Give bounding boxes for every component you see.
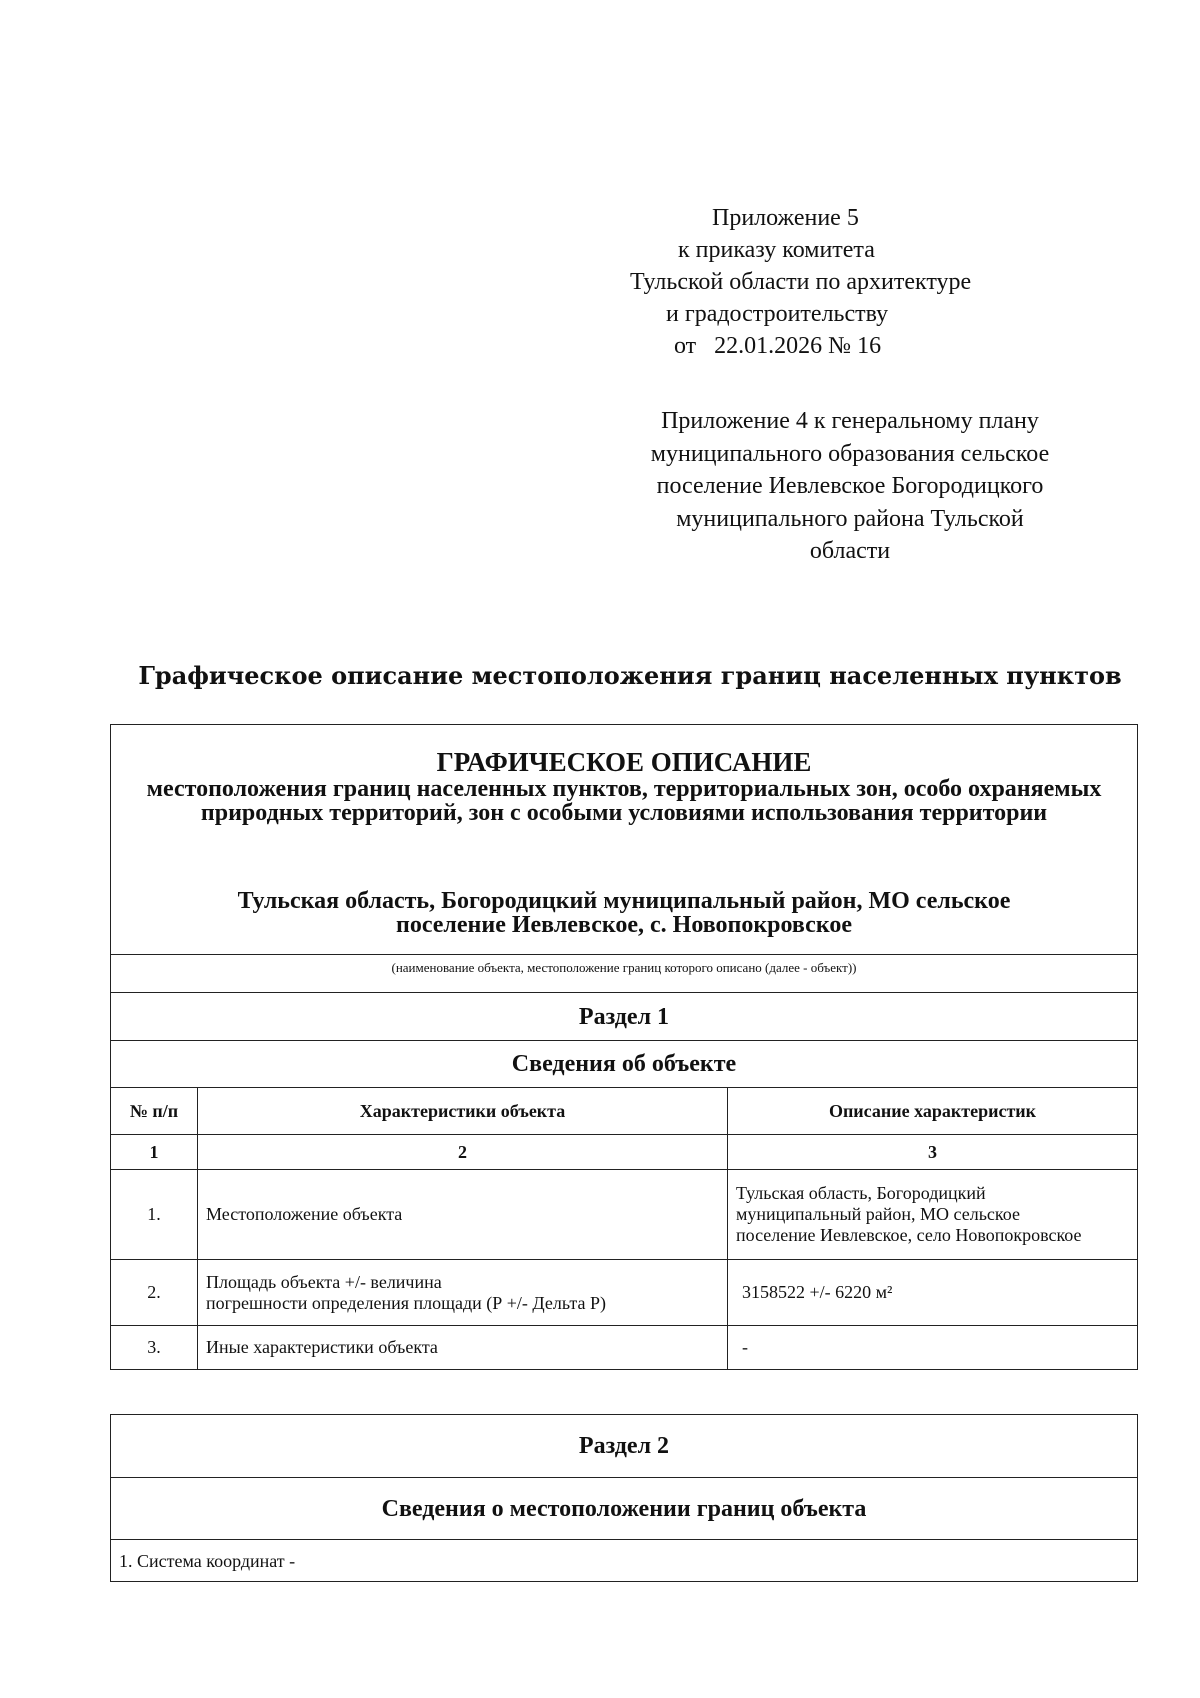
table-row-characteristic: Иные характеристики объекта (206, 1337, 438, 1357)
divider (111, 1040, 1137, 1041)
table-row-characteristic: Местоположение объекта (206, 1204, 403, 1224)
divider (111, 992, 1137, 993)
appendix-5-order-ref: к приказу комитета (678, 237, 875, 263)
divider (111, 1477, 1137, 1478)
table-column-number: 1 (149, 1141, 159, 1162)
appendix-4-line: Приложение 4 к генеральному плану (661, 408, 1039, 434)
graphic-description-subtitle: местоположения границ населенных пунктов, территориальных зон, особо охраняемых природных территорий, зон с особыми условиями использования территории (146, 776, 1102, 826)
appendix-5-committee: Тульской области по архитектуре (630, 269, 972, 295)
section-2-box (110, 1414, 1138, 1582)
table-row-characteristic-line-1: Площадь объекта +/- величина (206, 1271, 442, 1292)
coordinate-system: 1. Система координат - (119, 1550, 296, 1571)
table-header-number: № п/п (129, 1100, 179, 1121)
appendix-5-date-line (630, 330, 1110, 362)
table-row-description: Тульская область, Богородицкий муниципальный район, МО сельское поселение Иевлевское, село Новопокровское (736, 1183, 1082, 1245)
appendix-4-line: муниципального района Тульской (676, 505, 1024, 532)
appendix-4-line: муниципального образования сельское (650, 440, 1050, 467)
table-column-number: 3 (928, 1141, 937, 1162)
table-row-description: 3158522 +/- 6220 м² (742, 1282, 893, 1302)
object-location-heading (111, 889, 1137, 937)
object-location-line-2: поселение Иевлевское, с. Новопокровское (396, 912, 852, 938)
table-row-characteristic (198, 1260, 727, 1325)
graphic-description-title: ГРАФИЧЕСКОЕ ОПИСАНИЕ (436, 747, 812, 777)
appendix-5-title: Приложение 5 (712, 205, 859, 231)
section-1-label: Раздел 1 (578, 1003, 670, 1030)
appendix-5-header (630, 202, 1110, 362)
table-row-number: 2. (147, 1282, 161, 1302)
appendix-4-line: области (809, 538, 891, 564)
section-1-box (110, 724, 1138, 1370)
table-row-description: - (742, 1337, 748, 1357)
appendix-5-date: 22.01.2026 № 16 (714, 333, 882, 359)
table-header-characteristic: Характеристики объекта (359, 1100, 566, 1121)
appendix-5-committee-cont: и градостроительству (666, 301, 889, 327)
table-row-characteristic-line-2: погрешности определения площади (Р +/- Дельта Р) (206, 1292, 606, 1313)
object-location-line-1: Тульская область, Богородицкий муниципальный район, МО сельское (237, 888, 1011, 914)
section-1-subtitle: Сведения об объекте (511, 1050, 737, 1077)
table-row-number: 1. (147, 1204, 161, 1224)
appendix-5-date-prefix: от (674, 333, 697, 359)
section-2-label: Раздел 2 (578, 1432, 670, 1459)
table-row-number: 3. (147, 1337, 161, 1357)
divider (111, 1539, 1137, 1540)
appendix-4-header (600, 405, 1100, 568)
document-title: Графическое описание местоположения границ населенных пунктов (138, 661, 1122, 690)
object-name-caption: (наименование объекта, местоположение границ которого описано (далее - объект)) (391, 960, 857, 975)
appendix-4-line: поселение Иевлевское Богородицкого (656, 473, 1044, 499)
table-header-description: Описание характеристик (828, 1100, 1037, 1121)
table-column-number: 2 (458, 1141, 467, 1162)
section-2-subtitle: Сведения о местоположении границ объекта (381, 1495, 867, 1522)
